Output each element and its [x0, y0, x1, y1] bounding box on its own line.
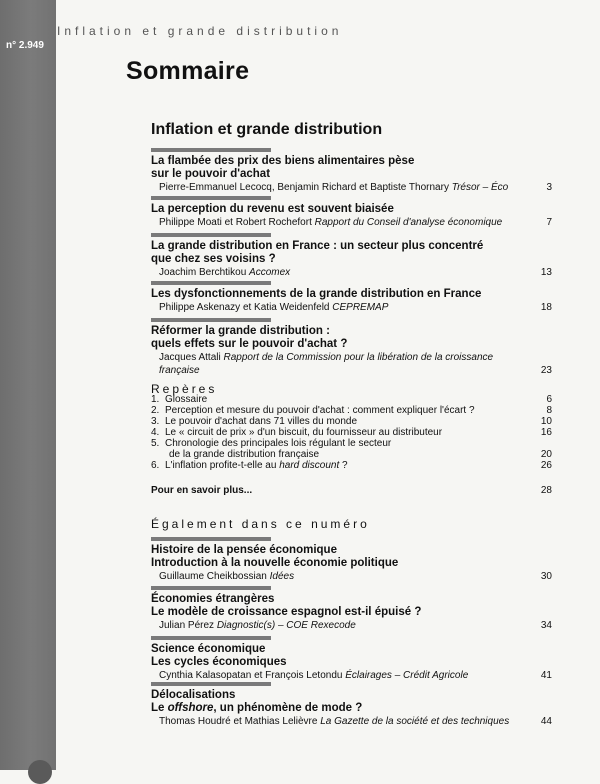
article-title: sur le pouvoir d'achat [151, 168, 271, 180]
article-bar [151, 636, 271, 640]
article-title: Le offshore, un phénomène de mode ? [151, 702, 363, 714]
item-number: 3. [151, 416, 160, 427]
article-bar [151, 537, 271, 541]
item-number: 5. [151, 438, 160, 449]
item-number: 6. [151, 460, 160, 471]
article-authors: Jacques Attali Rapport de la Commission pour la libération de la croissance française [159, 352, 494, 376]
article-authors: Philippe Moati et Robert Rochefort Rapport du Conseil d'analyse économique [159, 217, 503, 228]
item-page: 16 [540, 427, 552, 438]
list-item[interactable] [151, 394, 558, 405]
article-source: Accomex [249, 267, 291, 278]
more-page: 28 [540, 485, 552, 496]
more-label-pre: Pour [151, 485, 174, 496]
article-bar [151, 682, 271, 686]
article-page: 23 [540, 365, 552, 376]
article-title: Économies étrangères [151, 593, 275, 605]
article-title: que chez ses voisins ? [151, 253, 276, 265]
item-text: Glossaire [165, 394, 208, 405]
also-article-2[interactable] [151, 586, 558, 632]
article-source: Rapport du Conseil d'analyse économique [314, 217, 503, 228]
running-title: Inflation et grande distribution [57, 24, 343, 38]
also-article-1[interactable] [151, 537, 558, 583]
item-text: Chronologie des principales lois régulant le secteur de la grande distribution française [165, 438, 392, 460]
reperes-heading: Repères [151, 382, 218, 396]
further-reading[interactable] [151, 484, 558, 497]
article-title: Histoire de la pensée économique [151, 544, 337, 556]
article-source: Trésor – Éco [451, 182, 509, 193]
item-page: 20 [540, 449, 552, 460]
article-page: 18 [540, 302, 552, 313]
issue-number: n° 2.949 [6, 40, 44, 51]
item-page: 8 [546, 405, 552, 416]
item-text: Le pouvoir d'achat dans 71 villes du monde [165, 416, 358, 427]
article-3[interactable] [151, 233, 558, 279]
article-page: 13 [540, 267, 552, 278]
article-bar [151, 148, 271, 152]
article-bar [151, 281, 271, 285]
article-2[interactable] [151, 196, 558, 229]
item-number: 2. [151, 405, 160, 416]
list-item[interactable] [151, 427, 558, 438]
article-authors: Guillaume Cheikbossian Idées [159, 571, 295, 582]
article-page: 30 [540, 571, 552, 582]
item-number: 1. [151, 394, 160, 405]
article-title: Réformer la grande distribution : [151, 325, 330, 337]
article-authors: Julian Pérez Diagnostic(s) – COE Rexecode [159, 620, 356, 631]
article-4[interactable] [151, 281, 558, 314]
article-source: CEPREMAP [332, 302, 389, 313]
article-title: quels effets sur le pouvoir d'achat ? [151, 338, 348, 350]
article-authors: Thomas Houdré et Mathias Lelièvre La Gazette de la société et des techniques [159, 716, 510, 727]
reperes-list [151, 394, 558, 471]
article-title: La grande distribution en France : un secteur plus concentré [151, 240, 484, 252]
article-page: 3 [546, 182, 552, 193]
article-title: Introduction à la nouvelle économie politique [151, 557, 399, 569]
article-authors: Philippe Askenazy et Katia Weidenfeld CEPREMAP [159, 302, 389, 313]
also-heading: Également dans ce numéro [151, 517, 370, 531]
also-article-3[interactable] [151, 636, 558, 682]
item-page: 10 [540, 416, 552, 427]
article-page: 44 [540, 716, 552, 727]
article-page: 7 [546, 217, 552, 228]
list-item[interactable] [151, 416, 558, 427]
article-title: Le modèle de croissance espagnol est-il épuisé ? [151, 606, 422, 618]
item-text: Perception et mesure du pouvoir d'achat : comment expliquer l'écart ? [165, 405, 475, 416]
article-page: 41 [540, 670, 552, 681]
list-item[interactable] [151, 405, 558, 416]
article-5[interactable] [151, 318, 558, 377]
article-source: Rapport de la Commission pour la libération de la croissance française [159, 352, 494, 376]
article-bar [151, 233, 271, 237]
item-page: 26 [540, 460, 552, 471]
article-authors: Joachim Berchtikou Accomex [159, 267, 291, 278]
article-page: 34 [540, 620, 552, 631]
article-source: Idées [269, 571, 295, 582]
article-bar [151, 196, 271, 200]
left-margin-band [0, 0, 56, 770]
item-page: 6 [546, 394, 552, 405]
article-source: La Gazette de la société et des techniques [320, 716, 510, 727]
article-1[interactable] [151, 148, 558, 194]
article-authors: Cynthia Kalasopatan et François Letondu Éclairages – Crédit Agricole [159, 670, 469, 681]
page-title: Sommaire [126, 57, 250, 85]
item-number: 4. [151, 427, 160, 438]
more-label: en savoir plus... [176, 485, 253, 496]
list-item[interactable] [151, 460, 558, 471]
article-title: Les cycles économiques [151, 656, 287, 668]
article-title: Science économique [151, 643, 266, 655]
item-text: L'inflation profite-t-elle au hard discount ? [165, 460, 348, 471]
article-title: Les dysfonctionnements de la grande distribution en France [151, 288, 482, 300]
article-authors: Pierre-Emmanuel Lecocq, Benjamin Richard et Baptiste Thornary Trésor – Éco [159, 182, 509, 193]
article-bar [151, 318, 271, 322]
article-title: Délocalisations [151, 689, 236, 701]
also-article-4[interactable] [151, 682, 558, 728]
article-title: La flambée des prix des biens alimentaires pèse [151, 155, 415, 167]
article-source: Éclairages – Crédit Agricole [345, 670, 469, 681]
page-corner-mark [28, 760, 52, 784]
section-title: Inflation et grande distribution [151, 121, 383, 138]
article-bar [151, 586, 271, 590]
item-text: Le « circuit de prix » d'un biscuit, du fournisseur au distributeur [165, 427, 443, 438]
article-source: Diagnostic(s) – COE Rexecode [216, 620, 356, 631]
list-item[interactable] [151, 438, 558, 460]
article-title: La perception du revenu est souvent biaisée [151, 203, 394, 215]
